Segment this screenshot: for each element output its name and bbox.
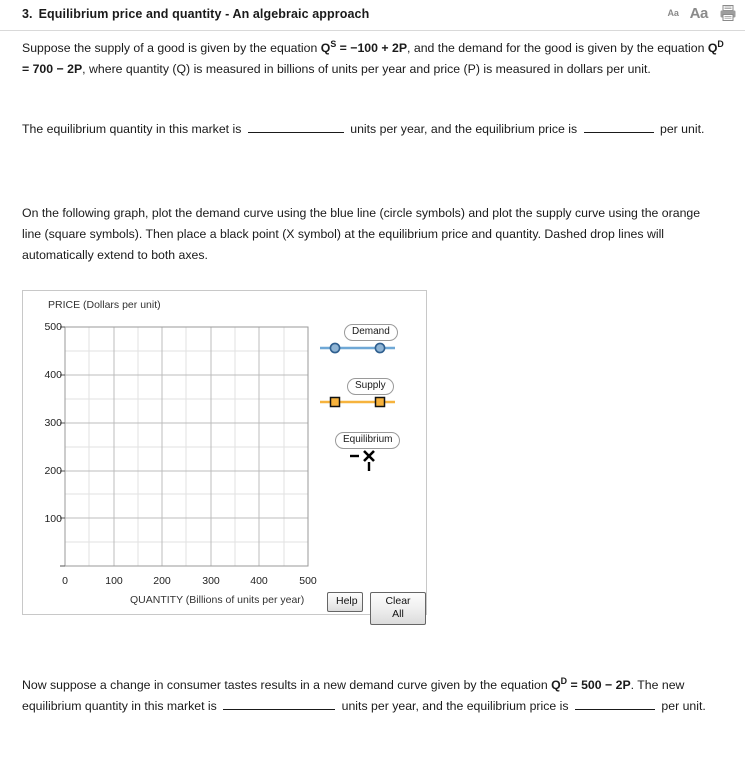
p4-text-b: . The new equilibrium quantity in this market is bbox=[22, 678, 685, 713]
p2-text-b: units per year, and the equilibrium price is bbox=[346, 122, 581, 136]
p1-text-c: , where quantity (Q) is measured in billions of units per year and price (P) is measured in dollars per unit. bbox=[82, 62, 651, 76]
x-axis-title: QUANTITY (Billions of units per year) bbox=[130, 594, 305, 606]
equilibrium-price-blank[interactable] bbox=[584, 120, 654, 133]
demand-circle-marker bbox=[330, 343, 339, 352]
p1-eq2-sup: D bbox=[717, 38, 724, 49]
header-divider bbox=[0, 30, 745, 31]
supply-square-marker bbox=[376, 398, 385, 407]
p1-eq1-base: Q bbox=[320, 41, 331, 55]
problem-statement-paragraph bbox=[22, 38, 727, 80]
supply-square-marker bbox=[331, 398, 340, 407]
equilibrium-quantity-blank[interactable] bbox=[248, 120, 344, 133]
demand-circle-marker bbox=[375, 343, 384, 352]
equilibrium-x-marker bbox=[364, 451, 374, 461]
clear-all-button[interactable]: Clear All bbox=[370, 592, 426, 625]
graph-instructions-paragraph: On the following graph, plot the demand curve using the blue line (circle symbols) and plot the supply curve using the orange line (square symbols). Then place a black point (X symbol) at the equilibrium price and quantity. Dashed drop lines will automatically extend to both axes. bbox=[22, 206, 701, 262]
legend-label-demand[interactable]: Demand bbox=[344, 324, 398, 341]
y-axis-title: PRICE (Dollars per unit) bbox=[48, 299, 161, 311]
legend-label-equilibrium[interactable]: Equilibrium bbox=[335, 432, 400, 449]
x-tick-200: 200 bbox=[153, 575, 171, 587]
equilibrium-answer-paragraph bbox=[22, 119, 727, 140]
question-number: 3. bbox=[22, 7, 33, 21]
legend-supply-sample[interactable] bbox=[320, 398, 395, 407]
new-equilibrium-price-blank[interactable] bbox=[575, 697, 655, 710]
p4-eq-base: Q bbox=[551, 678, 561, 692]
help-button[interactable]: Help bbox=[327, 592, 363, 612]
p4-text-d: per unit. bbox=[657, 699, 706, 713]
y-tick-200: 200 bbox=[44, 465, 62, 477]
y-tick-100: 100 bbox=[44, 513, 62, 525]
y-axis-ticks bbox=[60, 327, 65, 566]
legend-label-supply[interactable]: Supply bbox=[347, 378, 394, 395]
y-tick-400: 400 bbox=[44, 369, 62, 381]
p4-eq-sup: D bbox=[560, 675, 568, 686]
y-tick-300: 300 bbox=[44, 417, 62, 429]
p2-text-c: per unit. bbox=[656, 122, 705, 136]
question-title-text: Equilibrium price and quantity - An algebraic approach bbox=[38, 7, 370, 21]
font-decrease-button[interactable]: Aa bbox=[667, 8, 679, 18]
x-tick-0: 0 bbox=[62, 575, 68, 587]
new-equilibrium-quantity-blank[interactable] bbox=[223, 697, 335, 710]
header-toolbar bbox=[668, 4, 737, 22]
new-demand-paragraph bbox=[22, 675, 732, 717]
minor-gridlines bbox=[65, 327, 308, 566]
p1-text-a: Suppose the supply of a good is given by the equation bbox=[22, 41, 321, 55]
p1-text-b: , and the demand for the good is given by the equation bbox=[407, 41, 708, 55]
p4-text-c: units per year, and the equilibrium price is bbox=[338, 699, 572, 713]
p1-eq2-base: Q bbox=[707, 41, 718, 55]
printer-icon-svg bbox=[719, 4, 737, 22]
legend-equilibrium-sample[interactable] bbox=[350, 451, 374, 471]
supply-equation bbox=[320, 38, 408, 55]
p4-eq-rest: = 500 − 2P bbox=[567, 678, 631, 692]
p4-text-a: Now suppose a change in consumer tastes results in a new demand curve given by the equation bbox=[22, 678, 552, 692]
font-increase-button[interactable]: Aa bbox=[689, 4, 708, 22]
page-title bbox=[22, 7, 369, 21]
x-tick-300: 300 bbox=[202, 575, 220, 587]
y-tick-500: 500 bbox=[44, 321, 62, 333]
x-tick-100: 100 bbox=[105, 575, 123, 587]
new-demand-equation bbox=[551, 675, 631, 692]
legend-demand-sample[interactable] bbox=[320, 343, 395, 352]
p1-eq1-rest: = −100 + 2P bbox=[336, 41, 408, 55]
x-tick-500: 500 bbox=[299, 575, 317, 587]
p1-eq2-rest: = 700 − 2P bbox=[22, 62, 83, 76]
p2-text-a: The equilibrium quantity in this market is bbox=[22, 122, 245, 136]
p1-eq1-sup: S bbox=[330, 38, 337, 49]
question-header bbox=[0, 0, 745, 30]
printer-icon[interactable] bbox=[719, 4, 737, 22]
x-tick-400: 400 bbox=[250, 575, 268, 587]
